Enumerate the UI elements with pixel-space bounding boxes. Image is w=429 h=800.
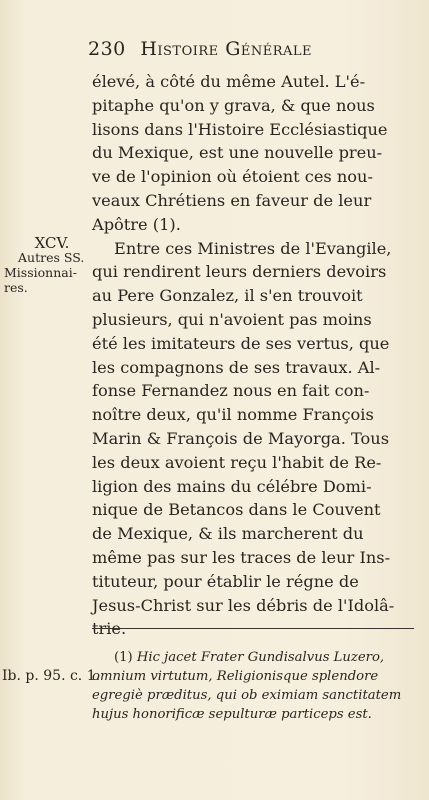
text-line: même pas sur les traces de leur Ins- <box>92 547 391 567</box>
text-line: de Mexique, & ils marcherent du <box>92 524 364 544</box>
text-line: élevé, à côté du même Autel. L'é- <box>92 72 366 91</box>
text-line: fonse Fernandez nous en fait con- <box>92 381 370 401</box>
text-line: les compagnons de ses travaux. Al- <box>92 357 381 377</box>
body-text <box>92 70 417 641</box>
margin-note <box>4 236 90 295</box>
text-line: du Mexique, est une nouvelle preu- <box>92 143 383 163</box>
text-line: Marin & François de Mayorga. Tous <box>92 428 390 448</box>
text-line: Jesus-Christ sur les débris de l'Idolâ- <box>92 595 395 615</box>
text-line: nique de Betancos dans le Couvent <box>92 500 381 520</box>
margin-note-line: Missionnai- <box>4 265 77 280</box>
footnote-marker: (1) <box>114 650 133 665</box>
page-number: 230 <box>88 38 126 60</box>
footnote-line: hujus honorificæ sepulturæ particeps est. <box>92 707 372 722</box>
text-line: Entre ces Ministres de l'Evangile, <box>114 238 392 258</box>
footnote-text: Hic jacet Frater Gundisalvus Luzero, <box>136 650 385 665</box>
footnote <box>92 648 417 724</box>
footnote-line: egregiè præditus, qui ob eximiam sanctitatem <box>92 688 402 703</box>
footnote-line: omnium virtutum, Religionisque splendore <box>92 669 379 684</box>
text-line: les deux avoient reçu l'habit de Re- <box>92 452 382 472</box>
text-line: ligion des mains du célébre Domi- <box>92 476 372 496</box>
text-line: lisons dans l'Histoire Ecclésiastique <box>92 119 388 139</box>
section-number: XCV. <box>34 234 70 252</box>
text-line: plusieurs, qui n'avoient pas moins <box>92 309 372 329</box>
text-line: tituteur, pour établir le régne de <box>92 571 359 591</box>
footnote-line <box>92 648 417 667</box>
text-line: qui rendirent leurs derniers devoirs <box>92 262 387 282</box>
text-line: veaux Chrétiens en faveur de leur <box>92 190 372 210</box>
page-header <box>88 38 418 60</box>
text-line: pitaphe qu'on y grava, & que nous <box>92 95 375 115</box>
text-line: été les imitateurs de ses vertus, que <box>92 333 390 353</box>
text-line: ve de l'opinion où étoient ces nou- <box>92 167 373 187</box>
text-line: noître deux, qu'il nomme François <box>92 405 374 425</box>
footnote-rule <box>92 628 414 631</box>
margin-note-line: res. <box>4 280 28 295</box>
text-line: Apôtre (1). <box>92 214 181 234</box>
running-title: Histoire Générale <box>140 38 313 60</box>
footnote-reference: Ib. p. 95. c. 1. <box>2 668 101 684</box>
margin-note-line: Autres SS. <box>18 250 85 265</box>
text-line: trie. <box>92 619 127 639</box>
text-line: au Pere Gonzalez, il s'en trouvoit <box>92 286 363 306</box>
